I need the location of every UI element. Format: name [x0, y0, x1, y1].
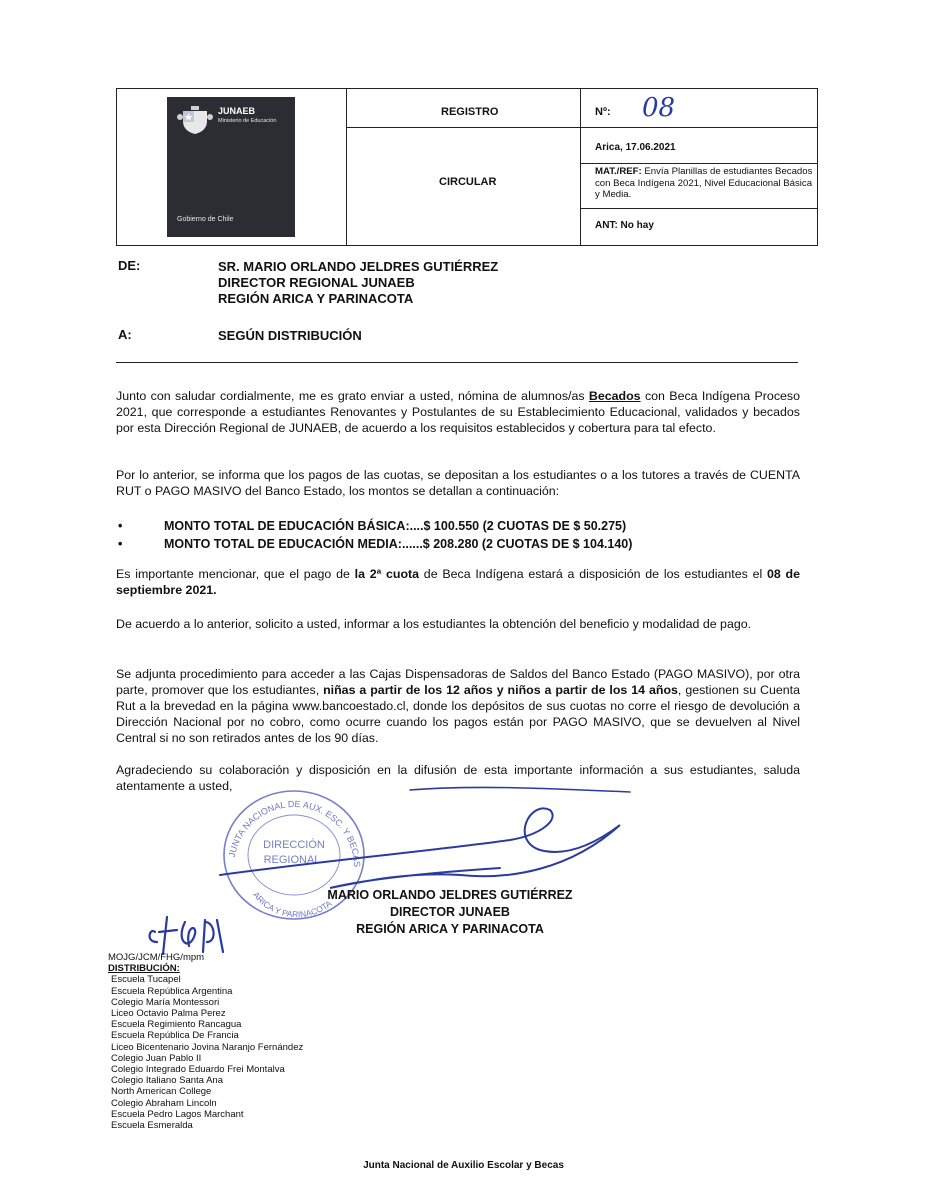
list-item: Escuela República De Francia — [111, 1030, 239, 1042]
stamp-center-1: DIRECCIÓN — [263, 839, 325, 851]
logo-brand: JUNAEB — [218, 106, 256, 116]
logo-ministry: Ministerio de Educación — [218, 118, 277, 124]
p5-text-b: , gestionen su Cuenta Rut a la brevedad en la página www.bancoestado.cl, donde los depósitos de sus cuotas no corre el riesgo de devolución a Dirección Nacional por no cobro, como ocurre cuando los pagos están por PAGO MASIVO, que se devuelven al Nivel Central si no son retirados antes de los 90 días. — [116, 683, 800, 745]
list-item: Colegio Italiano Santa Ana — [111, 1075, 223, 1087]
p3-text-b: de Beca Indígena estará a disposición de los estudiantes el — [419, 567, 767, 581]
list-item: Liceo Bicentenario Jovina Naranjo Fernández — [111, 1041, 304, 1053]
mat-ref-text: Envía Planillas de estudiantes Becados con Beca Indígena 2021, Nivel Educacional Básica y Media. — [595, 166, 813, 200]
list-item: Escuela Pedro Lagos Marchant — [111, 1108, 244, 1120]
list-item: North American College — [111, 1086, 212, 1098]
p5-bold: niñas a partir de los 12 años y niños a partir de los 14 años — [323, 683, 678, 697]
p3-text-a: Es importante mencionar, que el pago de — [116, 567, 355, 581]
list-item: Colegio María Montessori — [111, 996, 220, 1008]
bullet-media-text: MONTO TOTAL DE EDUCACIÓN MEDIA:......$ 208.280 (2 CUOTAS DE $ 104.140) — [164, 537, 633, 551]
list-item: Escuela República Argentina — [111, 985, 233, 997]
header-table — [116, 88, 818, 246]
stamp-center-2: REGIONAL — [263, 854, 321, 866]
p1-text-a: Junto con saludar cordialmente, me es grato enviar a usted, nómina de alumnos/as — [116, 389, 589, 403]
footer: Junta Nacional de Auxilio Escolar y Becas — [363, 1160, 564, 1171]
signer-name: MARIO ORLANDO JELDRES GUTIÉRREZ — [327, 888, 573, 902]
signer-region: REGIÓN ARICA Y PARINACOTA — [356, 922, 544, 936]
stamp-ring-text: JUNTA NACIONAL DE AUX. ESC. Y BECAS — [226, 798, 363, 868]
divider — [116, 362, 798, 363]
from-title: DIRECTOR REGIONAL JUNAEB — [218, 275, 415, 290]
list-item: Colegio Abraham Lincoln — [111, 1097, 217, 1109]
paragraph-2: Por lo anterior, se informa que los pagos de las cuotas, se depositan a los estudiantes o a los tutores a través de CUENTA RUT o PAGO MASIVO del Banco Estado, los montos se detallan a continuación: — [116, 468, 800, 498]
registro-label: REGISTRO — [441, 106, 499, 118]
list-item: Colegio Integrado Eduardo Frei Montalva — [111, 1064, 285, 1076]
distribution-title: DISTRIBUCIÓN: — [108, 963, 180, 975]
initials: MOJG/JCM/FHG/mpm — [108, 952, 205, 963]
numero-label: Nº: — [595, 106, 611, 118]
bullet-symbol: • — [118, 537, 123, 551]
list-item: Liceo Octavio Palma Perez — [111, 1008, 226, 1020]
paragraph-4: De acuerdo a lo anterior, solicito a usted, informar a los estudiantes la obtención del beneficio y modalidad de pago. — [116, 617, 752, 631]
distribution-items — [108, 974, 303, 1131]
chile-shield-icon — [177, 105, 213, 135]
p1-text-b: con Beca Indígena Proceso 2021, que corresponde a estudiantes Renovantes y Postulantes de su Establecimiento Educacional, validados y becados por esta Dirección Regional de JUNAEB, de acuerdo a los requisitos establecidos y cobertura para tal efecto. — [116, 389, 800, 435]
distribution-list — [108, 952, 303, 1131]
signature-block — [290, 887, 610, 938]
p1-bold: Becados — [588, 389, 641, 403]
ant: ANT: No hay — [595, 220, 654, 231]
numero-value: 08 — [642, 93, 676, 123]
list-item: Colegio Juan Pablo II — [111, 1052, 202, 1064]
mat-ref — [595, 166, 817, 201]
to-label: A: — [118, 327, 132, 342]
from-label: DE: — [118, 258, 141, 273]
mat-ref-label: MAT./REF: — [595, 166, 642, 177]
junaeb-logo — [167, 97, 295, 237]
list-item: Escuela Tucapel — [111, 974, 181, 986]
date: Arica, 17.06.2021 — [595, 142, 676, 153]
p3-bold-2: 08 de septiembre 2021. — [116, 567, 800, 597]
paragraph-1 — [116, 388, 800, 436]
bullet-symbol: • — [118, 519, 123, 533]
logo-government: Gobierno de Chile — [177, 216, 234, 223]
from-name: SR. MARIO ORLANDO JELDRES GUTIÉRREZ — [218, 259, 499, 274]
from-region: REGIÓN ARICA Y PARINACOTA — [218, 291, 414, 306]
paragraph-5 — [116, 666, 800, 746]
p3-bold-1: la 2ª cuota — [354, 567, 420, 581]
to-value: SEGÚN DISTRIBUCIÓN — [218, 328, 362, 343]
stamp-bottom-text: ARICA Y PARINACOTA — [251, 889, 334, 920]
p5-text-a: Se adjunta procedimiento para acceder a las Cajas Dispensadoras de Saldos del Banco Estado (PAGO MASIVO), por otra parte, promover que los estudiantes, — [116, 667, 800, 697]
paragraph-3 — [116, 566, 800, 598]
list-item: Escuela Regimiento Rancagua — [111, 1019, 242, 1031]
list-item: Escuela Esmeralda — [111, 1120, 193, 1132]
signer-title: DIRECTOR JUNAEB — [390, 905, 510, 919]
bullet-basica-text: MONTO TOTAL DE EDUCACIÓN BÁSICA:....$ 100.550 (2 CUOTAS DE $ 50.275) — [164, 519, 627, 533]
paragraph-6: Agradeciendo su colaboración y disposición en la difusión de esta importante información a sus estudiantes, saluda atentamente a usted, — [116, 763, 800, 793]
circular-label: CIRCULAR — [439, 176, 497, 188]
